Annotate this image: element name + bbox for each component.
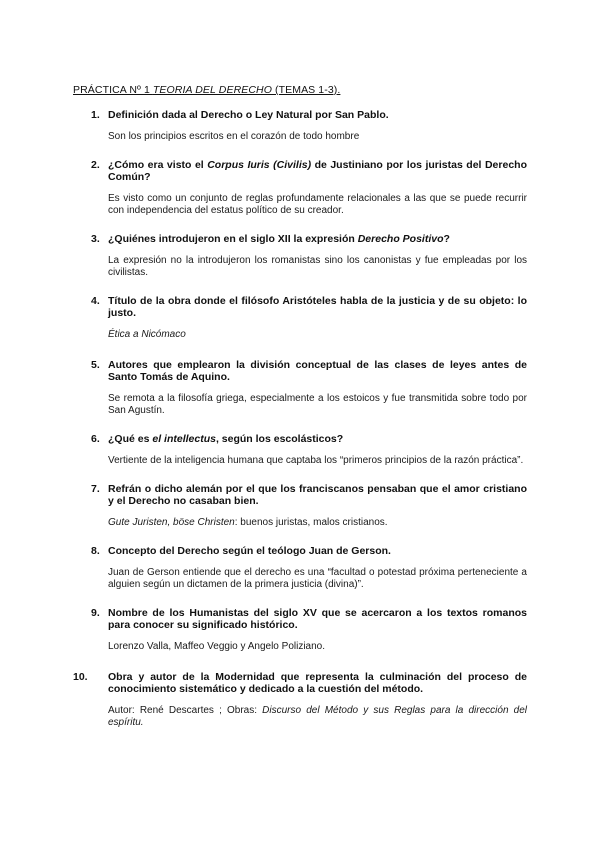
answer-text	[108, 193, 527, 217]
question-item-7	[73, 483, 527, 529]
answer-text	[108, 131, 527, 143]
question-text	[108, 295, 527, 319]
question-number: 3.	[91, 233, 100, 245]
question-number: 6.	[91, 433, 100, 445]
answer-text	[108, 255, 527, 279]
question-text-italic: el intellectus	[152, 433, 216, 445]
question-text	[108, 545, 527, 557]
question-number: 5.	[91, 359, 100, 371]
question-text-part: ¿Qué es	[108, 433, 153, 445]
answer-text-part: Autor: René Descartes ; Obras:	[108, 705, 263, 716]
question-text-part: ¿Quiénes introdujeron en el siglo XII la expresión	[108, 233, 358, 245]
question-text-italic: Derecho Positivo	[357, 233, 444, 245]
question-text-part: Definición dada al Derecho o Ley Natural por San Pablo.	[108, 109, 389, 121]
question-text	[108, 607, 527, 631]
question-text	[108, 233, 527, 245]
question-text-part: Concepto del Derecho según el teólogo Juan de Gerson.	[108, 545, 391, 557]
question-text-part: ?	[443, 233, 450, 245]
answer-text	[108, 567, 527, 591]
answer-text-part: Lorenzo Valla, Maffeo Veggio y Angelo Poliziano.	[108, 641, 326, 652]
question-text	[108, 433, 527, 445]
answer-text-part: Es visto como un conjunto de reglas profundamente relacionales a las que se puede recurrir con independencia del estatus político de su creador.	[108, 193, 527, 216]
question-number: 1.	[91, 109, 100, 121]
question-text	[108, 671, 527, 695]
question-item-2	[73, 159, 527, 217]
answer-text	[108, 517, 527, 529]
answer-text-part: Vertiente de la inteligencia humana que captaba los “primeros principios de la razón práctica”.	[108, 455, 524, 466]
question-item-5	[73, 359, 527, 417]
document-page	[73, 84, 527, 729]
question-text-part: Título de la obra donde el filósofo Aristóteles habla de la justicia y de su objeto: lo justo.	[108, 295, 527, 319]
question-number: 9.	[91, 607, 100, 619]
question-text	[108, 109, 527, 121]
question-text-part: Autores que emplearon la división conceptual de las clases de leyes antes de Santo Tomás de Aquino.	[108, 359, 527, 383]
title-prefix: PRÁCTICA Nº 1	[73, 84, 153, 96]
question-item-9	[73, 607, 527, 653]
answer-text-italic: Ética a Nicómaco	[108, 329, 186, 340]
question-number: 4.	[91, 295, 100, 307]
question-text	[108, 359, 527, 383]
answer-text	[108, 393, 527, 417]
answer-text-part: : buenos juristas, malos cristianos.	[234, 517, 388, 528]
question-text	[108, 159, 527, 183]
question-text-part: , según los escolásticos?	[215, 433, 344, 445]
question-text	[108, 483, 527, 507]
answer-text-part: Juan de Gerson entiende que el derecho es una “facultad o potestad próxima perteneciente a alguien según un dictamen de la primera justicia (divina)”.	[108, 567, 527, 590]
page-title	[73, 84, 527, 97]
title-subject: TEORIA DEL DERECHO	[152, 84, 272, 96]
question-item-8	[73, 545, 527, 591]
question-text-italic: Corpus Iuris (Civilis)	[207, 159, 312, 171]
question-item-10	[73, 671, 527, 729]
answer-text-part: Son los principios escritos en el corazón de todo hombre	[108, 131, 360, 142]
answer-text	[108, 329, 527, 341]
question-text-part: Nombre de los Humanistas del siglo XV que se acercaron a los textos romanos para conocer su significado histórico.	[108, 607, 527, 631]
answer-text-part: La expresión no la introdujeron los romanistas sino los canonistas y fue empleadas por los civilistas.	[108, 255, 527, 278]
answer-text	[108, 705, 527, 729]
answer-text	[108, 641, 527, 653]
question-item-1	[73, 109, 527, 143]
question-number: 2.	[91, 159, 100, 171]
answer-text-italic: Gute Juristen, böse Christen	[108, 517, 235, 528]
question-item-6	[73, 433, 527, 467]
title-suffix: (TEMAS 1-3).	[272, 84, 341, 96]
question-number: 7.	[91, 483, 100, 495]
question-text-part: ¿Cómo era visto el	[108, 159, 208, 171]
question-item-3	[73, 233, 527, 279]
question-number: 10.	[73, 671, 88, 683]
answer-text	[108, 455, 527, 467]
question-item-4	[73, 295, 527, 341]
question-text-part: Obra y autor de la Modernidad que representa la culminación del proceso de conocimiento sistemático y dedicado a la cuestión del método.	[108, 671, 527, 695]
question-number: 8.	[91, 545, 100, 557]
answer-text-italic: Discurso del Método y sus Reglas para la dirección del espíritu.	[108, 705, 528, 728]
question-text-part: Refrán o dicho alemán por el que los franciscanos pensaban que el amor cristiano y el Derecho no casaban bien.	[108, 483, 527, 507]
answer-text-part: Se remota a la filosofía griega, especialmente a los estoicos y fue transmitida sobre todo por San Agustín.	[108, 393, 527, 416]
question-text-part: de Justiniano por los juristas del Derecho Común?	[108, 159, 527, 183]
